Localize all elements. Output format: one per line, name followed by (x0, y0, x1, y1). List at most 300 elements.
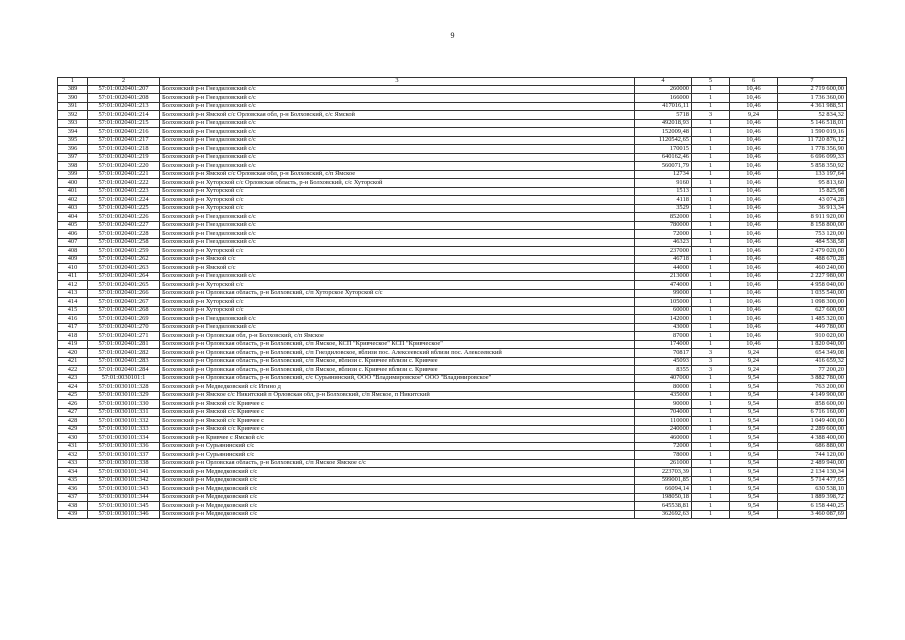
category-cell: 1 (692, 502, 730, 511)
rate-cell: 10,46 (730, 323, 778, 332)
table-row (58, 238, 847, 247)
area-cell: 110000 (635, 417, 692, 426)
area-cell: 142000 (635, 315, 692, 324)
rate-cell: 10,46 (730, 162, 778, 171)
rate-cell: 10,46 (730, 170, 778, 179)
area-cell: 1120542,65 (635, 136, 692, 145)
area-cell: 198050,18 (635, 493, 692, 502)
rate-cell: 10,46 (730, 272, 778, 281)
area-cell: 240000 (635, 425, 692, 434)
row-number-cell: 410 (58, 264, 88, 273)
row-number-cell: 411 (58, 272, 88, 281)
rate-cell: 10,46 (730, 264, 778, 273)
cadastral-number-cell: 57:01:0030101:329 (88, 391, 160, 400)
location-cell: Болховский р-н Ямской с/с Кривчее с (160, 417, 635, 426)
table-row (58, 357, 847, 366)
category-cell: 1 (692, 221, 730, 230)
location-cell: Болховский р-н Гнездиловский с/с (160, 272, 635, 281)
area-cell: 852000 (635, 213, 692, 222)
value-cell: 8 911 920,00 (778, 213, 847, 222)
area-cell: 213000 (635, 272, 692, 281)
table-row (58, 247, 847, 256)
cadastral-number-cell: 57:01:0020401:216 (88, 128, 160, 137)
value-cell: 686 880,00 (778, 442, 847, 451)
category-cell: 1 (692, 298, 730, 307)
rate-cell: 9,54 (730, 468, 778, 477)
category-cell: 1 (692, 383, 730, 392)
category-cell: 1 (692, 179, 730, 188)
row-number-cell: 428 (58, 417, 88, 426)
cadastral-number-cell: 57:01:0030101:341 (88, 468, 160, 477)
cadastral-number-cell: 57:01:0020401:223 (88, 187, 160, 196)
location-cell: Болховский р-н Хуторской с/с (160, 187, 635, 196)
category-cell: 1 (692, 374, 730, 383)
area-cell: 45093 (635, 357, 692, 366)
category-cell: 1 (692, 476, 730, 485)
location-cell: Болховский р-н Гнездиловский с/с (160, 213, 635, 222)
cadastral-number-cell: 57:01:0030101:332 (88, 417, 160, 426)
row-number-cell: 400 (58, 179, 88, 188)
location-cell: Болховский р-н Гнездиловский с/с (160, 145, 635, 154)
row-number-cell: 423 (58, 374, 88, 383)
category-cell: 1 (692, 230, 730, 239)
location-cell: Болховский р-н Медведковский с/с (160, 502, 635, 511)
location-cell: Болховский р-н Орловская область, р-н Болховский, с/п Ямское, КСП "Кривческое" КСП "Кривческое" (160, 340, 635, 349)
rate-cell: 10,46 (730, 332, 778, 341)
value-cell: 3 882 780,00 (778, 374, 847, 383)
area-cell: 70817 (635, 349, 692, 358)
cadastral-number-cell: 57:01:0030101:330 (88, 400, 160, 409)
location-cell: Болховский р-н Ямской с/с Кривчее с (160, 408, 635, 417)
category-cell: 1 (692, 94, 730, 103)
cadastral-number-cell: 57:01:0030101:346 (88, 510, 160, 519)
cadastral-number-cell: 57:01:0020401:264 (88, 272, 160, 281)
table-row (58, 459, 847, 468)
row-number-cell: 434 (58, 468, 88, 477)
category-cell: 1 (692, 332, 730, 341)
table-row (58, 153, 847, 162)
location-cell: Болховский р-н Орловская область, р-н Болховский, с/п Хуторское Хуторской с/с (160, 289, 635, 298)
table-row (58, 485, 847, 494)
cadastral-number-cell: 57:01:0030101:328 (88, 383, 160, 392)
rate-cell: 10,46 (730, 298, 778, 307)
rate-cell: 9,24 (730, 357, 778, 366)
value-cell: 6 158 440,25 (778, 502, 847, 511)
header-cell: 6 (730, 78, 778, 86)
table-row (58, 85, 847, 94)
table-row (58, 391, 847, 400)
row-number-cell: 393 (58, 119, 88, 128)
location-cell: Болховский р-н Гнездиловский с/с (160, 85, 635, 94)
cadastral-number-cell: 57:01:0020401:215 (88, 119, 160, 128)
location-cell: Болховский р-н Гнездиловский с/с (160, 315, 635, 324)
category-cell: 1 (692, 162, 730, 171)
table-row (58, 213, 847, 222)
category-cell: 1 (692, 204, 730, 213)
cadastral-number-cell: 57:01:0020401:207 (88, 85, 160, 94)
rate-cell: 10,46 (730, 102, 778, 111)
table-row (58, 340, 847, 349)
location-cell: Болховский р-н Гнездиловский с/с (160, 136, 635, 145)
value-cell: 43 074,28 (778, 196, 847, 205)
value-cell: 8 158 800,00 (778, 221, 847, 230)
area-cell: 640162,46 (635, 153, 692, 162)
table-row (58, 425, 847, 434)
rate-cell: 10,46 (730, 136, 778, 145)
location-cell: Болховский р-н Медведковский с/с (160, 476, 635, 485)
value-cell: 4 958 040,00 (778, 281, 847, 290)
area-cell: 780000 (635, 221, 692, 230)
location-cell: Болховский р-н Орловская область, р-н Болховский, с/п Гнездиловское, вблизи пос. Алексеевский вблизи пос. Алексеевский (160, 349, 635, 358)
rate-cell: 10,46 (730, 128, 778, 137)
area-cell: 90000 (635, 400, 692, 409)
value-cell: 15 825,98 (778, 187, 847, 196)
row-number-cell: 397 (58, 153, 88, 162)
table-row (58, 332, 847, 341)
location-cell: Болховский р-н Гнездиловский с/с (160, 128, 635, 137)
area-cell: 261000 (635, 459, 692, 468)
location-cell: Болховский р-н Хуторской с/с (160, 247, 635, 256)
table-row (58, 204, 847, 213)
category-cell: 3 (692, 357, 730, 366)
cadastral-number-cell: 57:01:0030101:342 (88, 476, 160, 485)
location-cell: Болховский р-н Ямской с/с Кривчее с (160, 425, 635, 434)
value-cell: 1 035 540,00 (778, 289, 847, 298)
location-cell: Болховский р-н Орловская область, р-н Болховский, с/п Ямское Ямское с/с (160, 459, 635, 468)
table-row (58, 102, 847, 111)
cadastral-number-cell: 57:01:0020401:224 (88, 196, 160, 205)
row-number-cell: 419 (58, 340, 88, 349)
row-number-cell: 404 (58, 213, 88, 222)
cadastral-number-cell: 57:01:0020401:267 (88, 298, 160, 307)
category-cell: 3 (692, 111, 730, 120)
value-cell: 763 200,00 (778, 383, 847, 392)
row-number-cell: 418 (58, 332, 88, 341)
table-row (58, 315, 847, 324)
area-cell: 8355 (635, 366, 692, 375)
cadastral-number-cell: 57:01:0020401:284 (88, 366, 160, 375)
area-cell: 492018,93 (635, 119, 692, 128)
area-cell: 87000 (635, 332, 692, 341)
row-number-cell: 394 (58, 128, 88, 137)
rate-cell: 10,46 (730, 187, 778, 196)
area-cell: 99000 (635, 289, 692, 298)
cadastral-number-cell: 57:01:0020401:217 (88, 136, 160, 145)
location-cell: Болховский р-н Гнездиловский с/с (160, 221, 635, 230)
value-cell: 4 388 400,00 (778, 434, 847, 443)
location-cell: Болховский р-н Гнездиловский с/с (160, 153, 635, 162)
cadastral-number-cell: 57:01:0020401:219 (88, 153, 160, 162)
area-cell: 4118 (635, 196, 692, 205)
category-cell: 1 (692, 196, 730, 205)
category-cell: 1 (692, 510, 730, 519)
area-cell: 166000 (635, 94, 692, 103)
cadastral-number-cell: 57:01:0020401:266 (88, 289, 160, 298)
row-number-cell: 417 (58, 323, 88, 332)
row-number-cell: 435 (58, 476, 88, 485)
cadastral-number-cell: 57:01:0030101:331 (88, 408, 160, 417)
table-row (58, 476, 847, 485)
row-number-cell: 398 (58, 162, 88, 171)
value-cell: 2 134 130,34 (778, 468, 847, 477)
location-cell: Болховский р-н Сурьянинский с/с (160, 451, 635, 460)
area-cell: 260000 (635, 85, 692, 94)
cadastral-number-cell: 57:01:0020401:281 (88, 340, 160, 349)
area-cell: 60000 (635, 306, 692, 315)
location-cell: Болховский р-н Орловская обл, р-н Болховский, с/п Ямское (160, 332, 635, 341)
value-cell: 1 098 300,00 (778, 298, 847, 307)
area-cell: 645538,81 (635, 502, 692, 511)
rate-cell: 9,54 (730, 451, 778, 460)
row-number-cell: 403 (58, 204, 88, 213)
cadastral-number-cell: 57:01:0030101:344 (88, 493, 160, 502)
cadastral-number-cell: 57:01:0020401:259 (88, 247, 160, 256)
location-cell: Болховский р-н Ямское с/с Никитский п Орловская обл, р-н Болховский, с/п Ямское, п Никитский (160, 391, 635, 400)
value-cell: 77 200,20 (778, 366, 847, 375)
rate-cell: 10,46 (730, 221, 778, 230)
location-cell: Болховский р-н Гнездиловский с/с (160, 162, 635, 171)
area-cell: 435000 (635, 391, 692, 400)
category-cell: 3 (692, 366, 730, 375)
value-cell: 627 600,00 (778, 306, 847, 315)
location-cell: Болховский р-н Орловская область, р-н Болховский, с/с Сурьянинский, ООО "Владимировское" ООО "Владимировское" (160, 374, 635, 383)
area-cell: 362692,63 (635, 510, 692, 519)
area-cell: 78000 (635, 451, 692, 460)
header-row (58, 78, 847, 86)
location-cell: Болховский р-н Хуторской с/с Орловская область, р-н Болховский, с/с Хуторской (160, 179, 635, 188)
row-number-cell: 406 (58, 230, 88, 239)
rate-cell: 10,46 (730, 255, 778, 264)
location-cell: Болховский р-н Ямской с/с Орловская обл, р-н Болховский, с/п Ямское (160, 170, 635, 179)
row-number-cell: 436 (58, 485, 88, 494)
value-cell: 1 049 400,00 (778, 417, 847, 426)
location-cell: Болховский р-н Ямской с/с (160, 255, 635, 264)
value-cell: 4 361 988,51 (778, 102, 847, 111)
row-number-cell: 421 (58, 357, 88, 366)
location-cell: Болховский р-н Сурьянинский с/с (160, 442, 635, 451)
rate-cell: 10,46 (730, 281, 778, 290)
table-row (58, 170, 847, 179)
rate-cell: 9,54 (730, 485, 778, 494)
rate-cell: 9,24 (730, 366, 778, 375)
area-cell: 460000 (635, 434, 692, 443)
rate-cell: 10,46 (730, 315, 778, 324)
row-number-cell: 429 (58, 425, 88, 434)
cadastral-number-cell: 57:01:0020401:271 (88, 332, 160, 341)
row-number-cell: 413 (58, 289, 88, 298)
area-cell: 174000 (635, 340, 692, 349)
category-cell: 3 (692, 349, 730, 358)
category-cell: 1 (692, 459, 730, 468)
table-row (58, 451, 847, 460)
category-cell: 1 (692, 238, 730, 247)
rate-cell: 10,46 (730, 196, 778, 205)
rate-cell: 9,54 (730, 391, 778, 400)
category-cell: 1 (692, 187, 730, 196)
row-number-cell: 412 (58, 281, 88, 290)
value-cell: 1 485 320,00 (778, 315, 847, 324)
row-number-cell: 405 (58, 221, 88, 230)
category-cell: 1 (692, 323, 730, 332)
rate-cell: 10,46 (730, 179, 778, 188)
table-row (58, 298, 847, 307)
row-number-cell: 437 (58, 493, 88, 502)
area-cell: 560071,79 (635, 162, 692, 171)
row-number-cell: 430 (58, 434, 88, 443)
area-cell: 72000 (635, 230, 692, 239)
value-cell: 488 670,28 (778, 255, 847, 264)
location-cell: Болховский р-н Гнездиловский с/с (160, 238, 635, 247)
value-cell: 36 913,34 (778, 204, 847, 213)
table-row (58, 187, 847, 196)
row-number-cell: 391 (58, 102, 88, 111)
area-cell: 1513 (635, 187, 692, 196)
table-row (58, 349, 847, 358)
location-cell: Болховский р-н Ямской с/с Кривчее с (160, 400, 635, 409)
value-cell: 630 538,10 (778, 485, 847, 494)
table-row (58, 442, 847, 451)
location-cell: Болховский р-н Медведковский с/с (160, 493, 635, 502)
value-cell: 2 289 600,00 (778, 425, 847, 434)
category-cell: 1 (692, 493, 730, 502)
rate-cell: 9,54 (730, 493, 778, 502)
area-cell: 5718 (635, 111, 692, 120)
table-row (58, 323, 847, 332)
category-cell: 1 (692, 306, 730, 315)
category-cell: 1 (692, 85, 730, 94)
row-number-cell: 424 (58, 383, 88, 392)
row-number-cell: 392 (58, 111, 88, 120)
table-row (58, 221, 847, 230)
category-cell: 1 (692, 468, 730, 477)
header-cell: 5 (692, 78, 730, 86)
category-cell: 1 (692, 315, 730, 324)
value-cell: 416 659,32 (778, 357, 847, 366)
row-number-cell: 427 (58, 408, 88, 417)
cadastral-number-cell: 57:01:0030101:334 (88, 434, 160, 443)
rate-cell: 9,54 (730, 434, 778, 443)
table-row (58, 128, 847, 137)
cadastral-number-cell: 57:01:0020401:262 (88, 255, 160, 264)
table-row (58, 306, 847, 315)
value-cell: 1 820 040,00 (778, 340, 847, 349)
rate-cell: 10,46 (730, 213, 778, 222)
value-cell: 449 780,00 (778, 323, 847, 332)
area-cell: 9160 (635, 179, 692, 188)
location-cell: Болховский р-н Гнездиловский с/с (160, 94, 635, 103)
value-cell: 2 479 020,00 (778, 247, 847, 256)
rate-cell: 10,46 (730, 94, 778, 103)
land-register-table (57, 77, 847, 519)
row-number-cell: 414 (58, 298, 88, 307)
table-row (58, 374, 847, 383)
table-row (58, 417, 847, 426)
area-cell: 72000 (635, 442, 692, 451)
table-row (58, 196, 847, 205)
value-cell: 753 120,00 (778, 230, 847, 239)
table-row (58, 111, 847, 120)
table-row (58, 502, 847, 511)
cadastral-number-cell: 57:01:0030101:337 (88, 451, 160, 460)
category-cell: 1 (692, 400, 730, 409)
location-cell: Болховский р-н Хуторской с/с (160, 196, 635, 205)
category-cell: 1 (692, 128, 730, 137)
rate-cell: 10,46 (730, 153, 778, 162)
value-cell: 1 889 398,72 (778, 493, 847, 502)
table-row (58, 468, 847, 477)
rate-cell: 9,54 (730, 510, 778, 519)
area-cell: 417016,11 (635, 102, 692, 111)
row-number-cell: 401 (58, 187, 88, 196)
value-cell: 5 858 350,92 (778, 162, 847, 171)
row-number-cell: 396 (58, 145, 88, 154)
category-cell: 1 (692, 145, 730, 154)
row-number-cell: 433 (58, 459, 88, 468)
cadastral-number-cell: 57:01:0020401:270 (88, 323, 160, 332)
area-cell: 152009,48 (635, 128, 692, 137)
area-cell: 3529 (635, 204, 692, 213)
cadastral-number-cell: 57:01:0020401:208 (88, 94, 160, 103)
row-number-cell: 420 (58, 349, 88, 358)
row-number-cell: 399 (58, 170, 88, 179)
value-cell: 11 720 876,12 (778, 136, 847, 145)
row-number-cell: 408 (58, 247, 88, 256)
row-number-cell: 407 (58, 238, 88, 247)
location-cell: Болховский р-н Гнездиловский с/с (160, 102, 635, 111)
area-cell: 46718 (635, 255, 692, 264)
table-row (58, 281, 847, 290)
table-row (58, 162, 847, 171)
row-number-cell: 390 (58, 94, 88, 103)
rate-cell: 9,54 (730, 408, 778, 417)
cadastral-number-cell: 57:01:0020401:213 (88, 102, 160, 111)
rate-cell: 9,24 (730, 349, 778, 358)
cadastral-number-cell: 57:01:0020401:263 (88, 264, 160, 273)
value-cell: 5 146 518,01 (778, 119, 847, 128)
location-cell: Болховский р-н Ямской с/с (160, 264, 635, 273)
cadastral-number-cell: 57:01:0030101:333 (88, 425, 160, 434)
category-cell: 1 (692, 485, 730, 494)
cadastral-number-cell: 57:01:0020401:214 (88, 111, 160, 120)
rate-cell: 10,46 (730, 119, 778, 128)
category-cell: 1 (692, 213, 730, 222)
category-cell: 1 (692, 451, 730, 460)
location-cell: Болховский р-н Медведковский с/с (160, 468, 635, 477)
category-cell: 1 (692, 170, 730, 179)
row-number-cell: 438 (58, 502, 88, 511)
table-row (58, 136, 847, 145)
category-cell: 1 (692, 434, 730, 443)
header-cell: 2 (88, 78, 160, 86)
cadastral-number-cell: 57:01:0020401:282 (88, 349, 160, 358)
rate-cell: 10,46 (730, 306, 778, 315)
area-cell: 474000 (635, 281, 692, 290)
value-cell: 910 020,00 (778, 332, 847, 341)
location-cell: Болховский р-н Орловская область, р-н Болховский, с/п Ямское, вблизи с. Кривчее вблизи с. Кривчее (160, 366, 635, 375)
category-cell: 1 (692, 272, 730, 281)
category-cell: 1 (692, 247, 730, 256)
cadastral-number-cell: 57:01:0020401:268 (88, 306, 160, 315)
value-cell: 3 460 087,69 (778, 510, 847, 519)
area-cell: 170015 (635, 145, 692, 154)
rate-cell: 9,54 (730, 425, 778, 434)
row-number-cell: 402 (58, 196, 88, 205)
row-number-cell: 422 (58, 366, 88, 375)
area-cell: 80000 (635, 383, 692, 392)
rate-cell: 10,46 (730, 145, 778, 154)
header-cell: 7 (778, 78, 847, 86)
value-cell: 2 719 600,00 (778, 85, 847, 94)
